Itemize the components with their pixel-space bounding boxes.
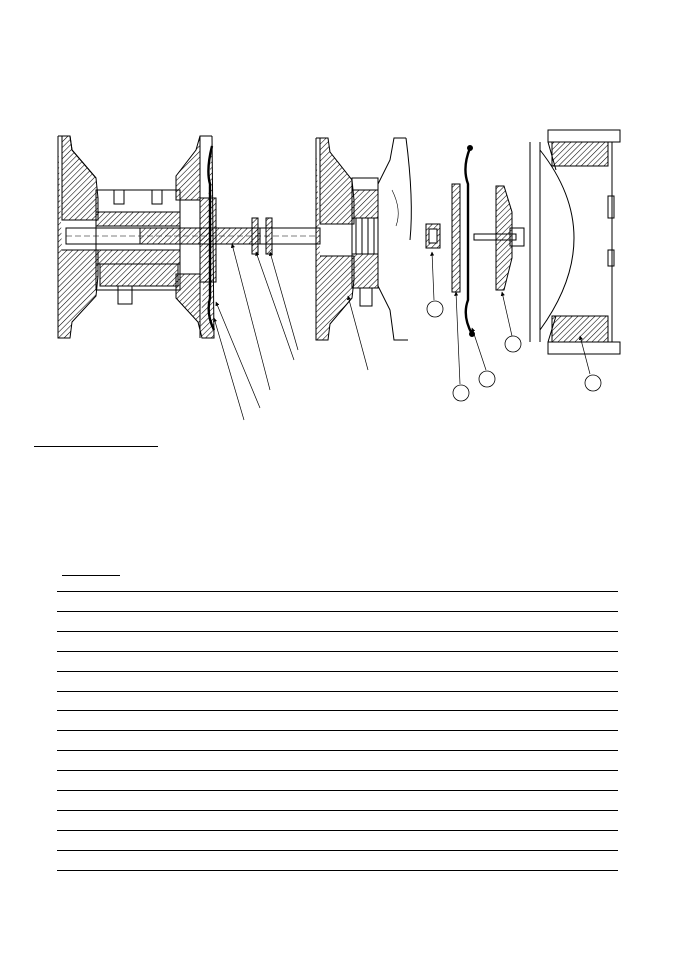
- table-row: [57, 691, 618, 692]
- balloon-2: [453, 385, 469, 401]
- table-row: [57, 850, 618, 851]
- heading-underline: [34, 446, 158, 447]
- balloon-4: [505, 336, 521, 352]
- assembly-drawing: [0, 0, 674, 440]
- balloon-5: [585, 375, 601, 391]
- assembled-view: [58, 136, 320, 338]
- balloon-3: [479, 371, 495, 387]
- wheel-view: [316, 138, 411, 340]
- table-row: [57, 730, 618, 731]
- end-cover: [530, 130, 620, 354]
- table-row: [57, 770, 618, 771]
- left-flange: [58, 136, 98, 220]
- parts-list-title-underline: [62, 575, 120, 576]
- table-row: [57, 651, 618, 652]
- gasket-plate: [452, 184, 460, 292]
- exploded-parts: [426, 130, 620, 354]
- right-flange: [176, 136, 212, 200]
- balloon-1: [427, 301, 443, 317]
- table-row: [57, 611, 618, 612]
- table-row: [57, 591, 618, 592]
- table-row: [57, 631, 618, 632]
- diaphragm-loose: [465, 148, 472, 334]
- table-row: [57, 710, 618, 711]
- leader-wheel: [348, 296, 368, 370]
- leader-lines-left: [214, 244, 298, 420]
- table-row: [57, 790, 618, 791]
- table-row: [57, 810, 618, 811]
- table-row: [57, 750, 618, 751]
- table-row: [57, 870, 618, 871]
- table-row: [57, 671, 618, 672]
- table-row: [57, 830, 618, 831]
